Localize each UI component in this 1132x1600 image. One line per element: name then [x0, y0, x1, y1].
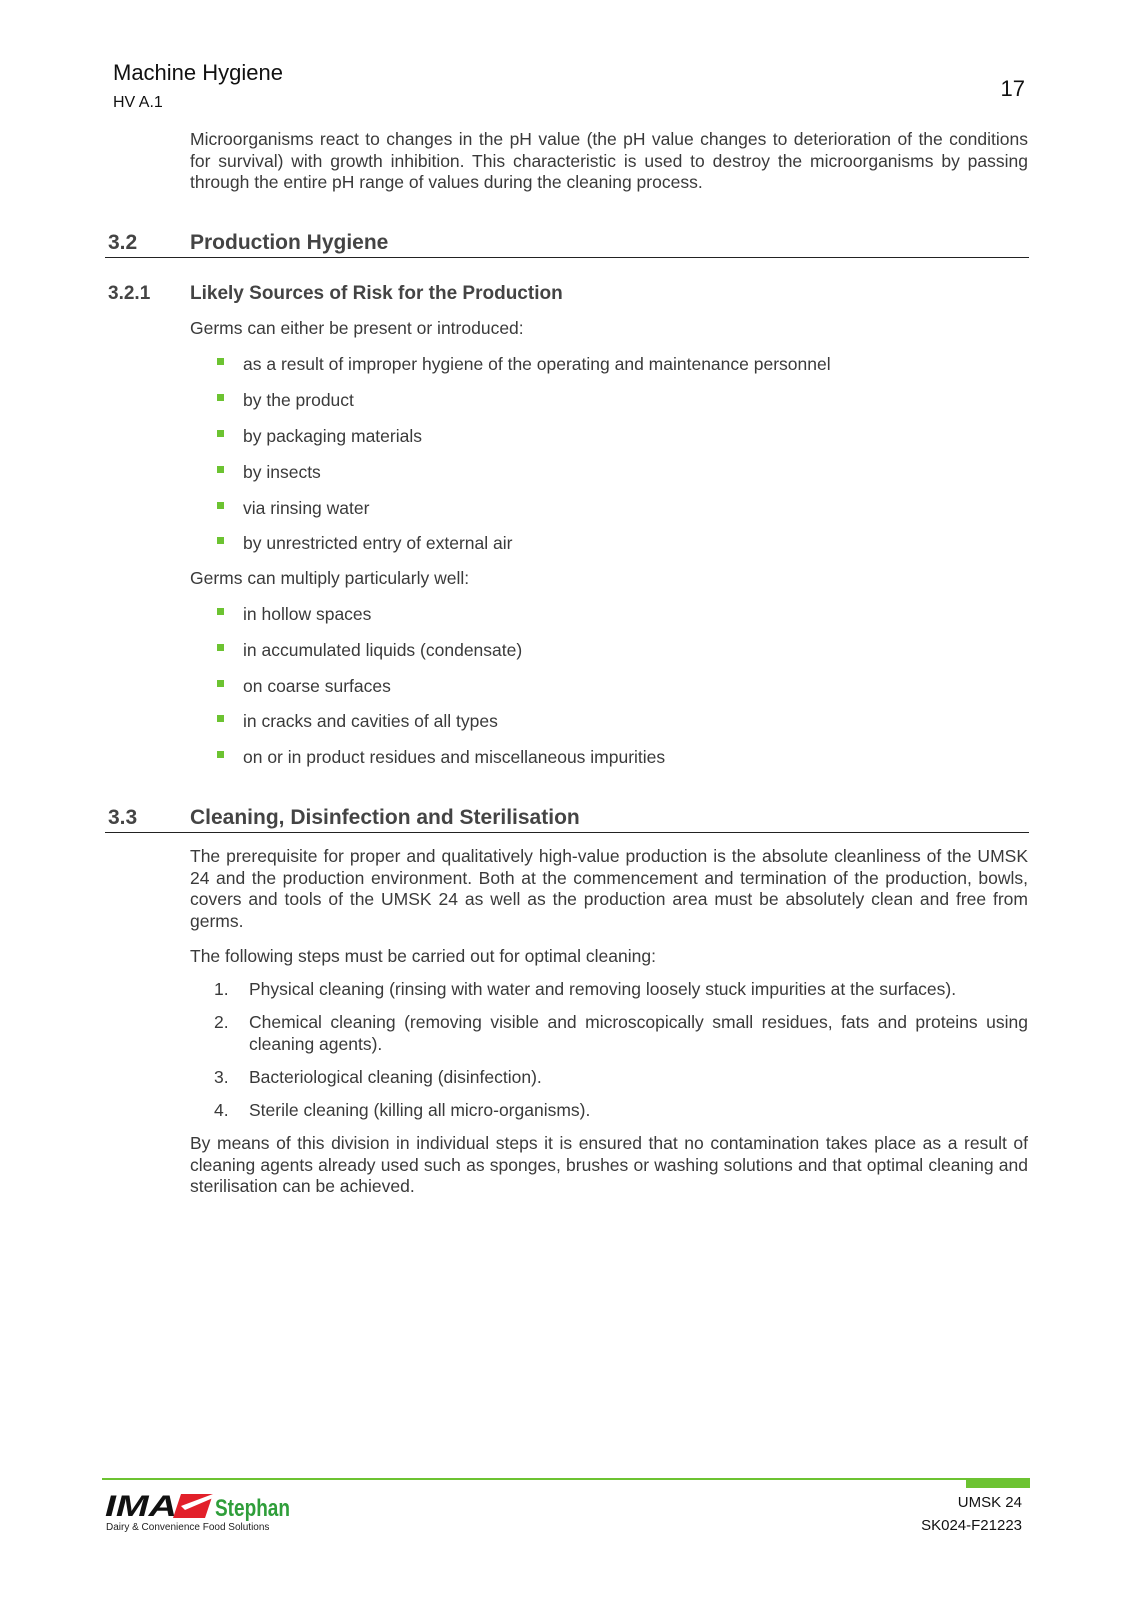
list-item: in hollow spaces	[243, 604, 372, 624]
closing-paragraph: By means of this division in individual steps it is ensured that no contamination takes place as a result of cleaning agents already used such as sponges, brushes or washing solutions and that optimal cleaning and sterilisation can be achieved.	[190, 1133, 1028, 1196]
page-number: 17	[1000, 76, 1025, 101]
bullet-icon	[217, 430, 224, 437]
bullet-icon	[217, 751, 224, 758]
svg-text:IMA: IMA	[105, 1490, 177, 1523]
list-item: on or in product residues and miscellaneous impurities	[243, 747, 666, 767]
section-3-2-rule	[105, 257, 1029, 258]
bullet-icon	[217, 466, 224, 473]
step-number: 1.	[214, 979, 229, 999]
section-3-3-rule	[105, 832, 1029, 833]
footer-model: UMSK 24	[957, 1494, 1022, 1511]
bullet-icon	[217, 608, 224, 615]
intro-paragraph: Microorganisms react to changes in the pH value (the pH value changes to deterioration of the conditions for survival) with growth inhibition. This characteristic is used to destroy the microorganisms by passing through the entire pH range of values during the cleaning process.	[190, 129, 1028, 192]
list-item: by unrestricted entry of external air	[243, 533, 513, 553]
list-item: in cracks and cavities of all types	[243, 711, 498, 731]
list-item: by insects	[243, 462, 321, 482]
step-text: Physical cleaning (rinsing with water and removing loosely stuck impurities at the surfaces).	[249, 979, 957, 999]
list-item: on coarse surfaces	[243, 676, 391, 696]
document-title: Machine Hygiene	[113, 60, 283, 85]
step-number: 3.	[214, 1067, 229, 1087]
section-3-2-title: Production Hygiene	[190, 231, 389, 254]
footer-document-code: SK024-F21223	[921, 1517, 1022, 1534]
svg-text:Stephan: Stephan	[215, 1495, 290, 1522]
sources-lead: Germs can either be present or introduced:	[190, 318, 524, 338]
revision-label: HV A.1	[113, 94, 163, 111]
list-item: by packaging materials	[243, 426, 422, 446]
step-number: 2.	[214, 1012, 229, 1032]
cleaning-paragraph: The prerequisite for proper and qualitatively high-value production is the absolute cleanliness of the UMSK 24 and the production environment. Both at the commencement and termination of the production, bowls, covers and tools of the UMSK 24 as well as the production area must be absolutely clean and free from germs.	[190, 846, 1028, 931]
footer-rule	[102, 1478, 1030, 1480]
list-item: via rinsing water	[243, 498, 370, 518]
step-text: Bacteriological cleaning (disinfection).	[249, 1067, 542, 1087]
bullet-icon	[217, 715, 224, 722]
list-item: as a result of improper hygiene of the operating and maintenance personnel	[243, 354, 831, 374]
step-text: Chemical cleaning (removing visible and microscopically small residues, fats and proteins using cleaning agents).	[249, 1012, 1028, 1054]
logo-tagline: Dairy & Convenience Food Solutions	[106, 1522, 270, 1533]
section-3-3-number: 3.3	[108, 806, 138, 829]
multiply-lead: Germs can multiply particularly well:	[190, 568, 470, 588]
bullet-icon	[217, 537, 224, 544]
section-3-3-title: Cleaning, Disinfection and Sterilisation	[190, 806, 580, 829]
bullet-icon	[217, 394, 224, 401]
section-3-2-number: 3.2	[108, 231, 138, 254]
section-3-2-1-title: Likely Sources of Risk for the Production	[190, 283, 563, 304]
section-3-2-1-number: 3.2.1	[108, 283, 151, 304]
steps-lead: The following steps must be carried out for optimal cleaning:	[190, 946, 656, 966]
list-item: in accumulated liquids (condensate)	[243, 640, 523, 660]
bullet-icon	[217, 644, 224, 651]
step-number: 4.	[214, 1100, 229, 1120]
list-item: by the product	[243, 390, 354, 410]
bullet-icon	[217, 680, 224, 687]
footer-accent-block	[966, 1478, 1030, 1488]
bullet-icon	[217, 502, 224, 509]
step-text: Sterile cleaning (killing all micro-organisms).	[249, 1100, 591, 1120]
bullet-icon	[217, 358, 224, 365]
